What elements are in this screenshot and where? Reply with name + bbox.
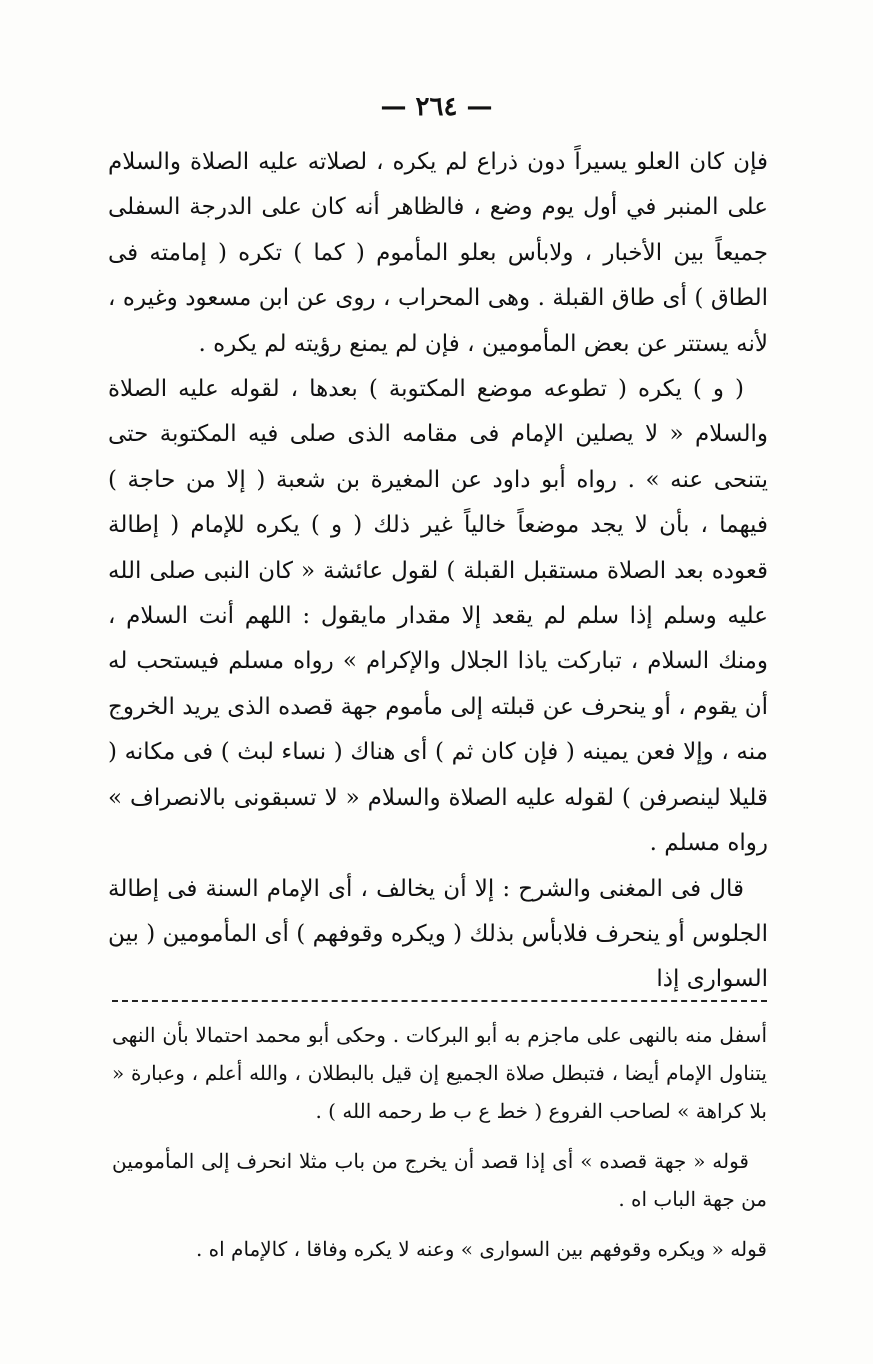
footnote-1: أسفل منه بالنهى على ماجزم به أبو البركات . وحكى أبو محمد احتمالا بأن النهى يتناول الإمام أيضا ، فتبطل صلاة الجميع إن قيل بالبطلان ، والله أعلم ، وعبارة « بلا كراهة » لصاحب الفروع ( خط ع ب ط رحمه الله ) . — [112, 1023, 767, 1123]
main-paragraph-1: فإن كان العلو يسيراً دون ذراع لم يكره ، لصلاته عليه الصلاة والسلام على المنبر في أول يوم وضع ، فالظاهر أنه كان على الدرجة السفلى جميعاً بين الأخبار ، ولابأس بعلو المأموم ( كما ) تكره ( إمامته فى الطاق ) أى طاق القبلة . وهى المحراب ، روى عن ابن مسعود وغيره ، لأنه يستتر عن بعض المأمومين ، فإن لم يمنع رؤيته لم يكره . — [108, 149, 768, 357]
footnote-2: قوله « جهة قصده » أى إذا قصد أن يخرج من باب مثلا انحرف إلى المأمومين من جهة الباب اه . — [112, 1149, 767, 1211]
page-number: — ٢٦٤ — — [380, 92, 493, 122]
footnote-divider — [112, 1000, 767, 1002]
footnotes-section — [112, 1016, 767, 1268]
main-text-body — [108, 140, 768, 1003]
footnote-3: قوله « ويكره وقوفهم بين السوارى » وعنه لا يكره وفاقا ، كالإمام اه . — [195, 1237, 767, 1261]
main-paragraph-2: ( و ) يكره ( تطوعه موضع المكتوبة ) بعدها ، لقوله عليه الصلاة والسلام « لا يصلين الإمام فى مقامه الذى صلى فيه المكتوبة حتى يتنحى عنه » . رواه أبو داود عن المغيرة بن شعبة ( إلا من حاجة ) فيهما ، بأن لا يجد موضعاً خالياً غير ذلك ( و ) يكره للإمام ( إطالة قعوده بعد الصلاة مستقبل القبلة ) لقول عائشة « كان النبى صلى الله عليه وسلم إذا سلم لم يقعد إلا مقدار مايقول : اللهم أنت السلام ، ومنك السلام ، تباركت ياذا الجلال والإكرام » رواه مسلم فيستحب له أن يقوم ، أو ينحرف عن قبلته إلى مأموم جهة قصده الذى يريد الخروج منه ، وإلا فعن يمينه ( فإن كان ثم ) أى هناك ( نساء لبث ) فى مكانه ( قليلا لينصرفن ) لقوله عليه الصلاة والسلام « لا تسبقونى بالانصراف » رواه مسلم . — [108, 376, 768, 857]
main-paragraph-3: قال فى المغنى والشرح : إلا أن يخالف ، أى الإمام السنة فى إطالة الجلوس أو ينحرف فلابأس بذلك ( ويكره وقوفهم ) أى المأمومين ( بين السوارى إذا — [108, 875, 768, 993]
